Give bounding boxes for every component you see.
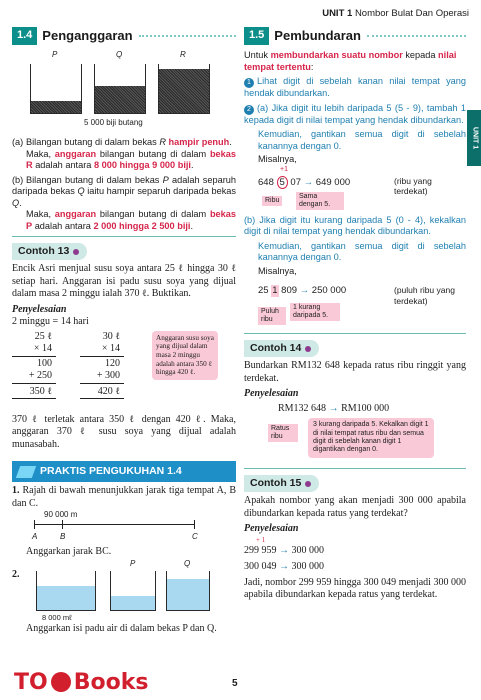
point-a [12, 137, 236, 172]
section-title: Pembundaran [274, 27, 361, 43]
beaker2-label-p: P [130, 558, 136, 568]
beaker-label-r: R [180, 50, 186, 59]
step-1-bullet: 1 [244, 78, 254, 88]
water-fill-1 [37, 586, 95, 609]
b-var: P [162, 174, 169, 185]
ex2-note: (puluh ribu yang terdekat) [394, 285, 455, 306]
a2-post: . [190, 160, 194, 170]
calc-b-bar2 [80, 383, 124, 384]
contoh14-tag-ratus: Ratus ribu [268, 424, 298, 442]
step-2-bullet: 2 [244, 105, 254, 115]
b2-red2: bekas P [26, 209, 236, 231]
rounding-step-2b-b: Kemudian, gantikan semua digit di sebelah kanannya dengan 0. [258, 240, 466, 262]
q1-ask: Anggarkan jarak BC. [26, 546, 112, 558]
beaker-p [30, 64, 82, 114]
section-divider [139, 35, 236, 37]
section-header-1-5 [244, 26, 466, 46]
ex1-tag-ribu: Ribu [262, 196, 282, 206]
beaker-caption: 5 000 biji butang [84, 118, 143, 127]
q1-number: 1. [12, 485, 20, 497]
section-number: 1.5 [244, 27, 269, 45]
rounding-step-2b: (b) Jika digit itu kurang daripada 5 (0 - 4), kekalkan digit di nilai tempat yang hendak dibundarkan. [244, 214, 466, 236]
left-column [12, 26, 236, 635]
calc-a-bar2 [12, 383, 56, 384]
point-b-conclusion [12, 209, 236, 232]
ex1-note: (ribu yang terdekat) [394, 175, 432, 197]
a2-red3: 8 000 hingga 9 000 biji [93, 160, 191, 170]
calc-b-bar3 [80, 398, 124, 399]
arrow-icon: → [299, 285, 310, 296]
calc-a-bar3 [12, 398, 56, 399]
rounding-step-1 [244, 76, 466, 100]
logo-text-b: Books [73, 669, 149, 695]
intro-mid: kepada [402, 50, 439, 60]
ex2-tag-kurang: 1 kurang daripada 5. [290, 303, 340, 321]
b2-pre: Maka, [26, 209, 55, 219]
water-fill-q [167, 579, 209, 610]
contoh14-note: 3 kurang daripada 5. Kekalkan digit 1 di nilai tempat ratus ribu dan semua digit di sebelah kanan digit 1 digantikan dengan 0. [308, 418, 434, 458]
beaker-label-q: Q [116, 50, 123, 59]
unit-side-tab: UNIT 1 [467, 110, 481, 166]
contoh15-conclusion: Jadi, nombor 299 959 hingga 300 049 menjadi 300 000 apabila dibundarkan kepada ratus yang terdekat. [244, 576, 466, 600]
point-a-conclusion [12, 149, 236, 172]
contoh13-penyelesaian: Penyelesaian [12, 303, 67, 315]
distance-label: 90 000 m [44, 510, 78, 520]
contoh14-annotation [244, 418, 466, 464]
b2-mid: bilangan butang di dalam [96, 209, 210, 219]
contoh13-badge: Contoh 13 [12, 243, 87, 260]
c15-line2-res: 300 000 [291, 561, 324, 572]
contoh15-divider [244, 468, 466, 469]
ex2-tag-puluh: Puluh ribu [258, 307, 286, 325]
intro-red1: membundarkan suatu nombor [270, 50, 403, 60]
beaker-label-p: P [52, 50, 58, 59]
ex1-result: 649 000 [315, 176, 351, 188]
calc-a-2: 100 [37, 357, 52, 369]
b-end: . [19, 197, 22, 208]
contoh15-badge: Contoh 15 [244, 475, 319, 492]
b2-mid2: adalah antara [32, 220, 94, 231]
contoh15-line2 [244, 561, 466, 574]
step-1-text: Lihat digit di sebelah kanan nilai tempat yang hendak dibundarkan. [244, 76, 466, 98]
beaker-r-fill [159, 69, 209, 113]
calc-a-1: × 14 [33, 342, 52, 354]
water-beaker-q [166, 571, 210, 611]
b2-post: . [190, 220, 194, 231]
tick-a [34, 520, 35, 529]
b-post: adalah separuh daripada bekas [12, 174, 236, 196]
ex2-post: 809 [278, 285, 298, 296]
rounding-example-2 [244, 283, 466, 329]
a2-red2: bekas R [26, 148, 236, 170]
a2-mid2: adalah antara [32, 160, 94, 170]
intro-red2: nilai tempat tertentu [244, 50, 457, 72]
praktis-banner [12, 461, 236, 482]
q1-text: Rajah di bawah menunjukkan jarak tiga tempat A, B dan C. [12, 485, 236, 509]
section-title: Penganggaran [42, 27, 133, 43]
ex2-pre: 25 [258, 285, 272, 296]
b2-red3: 2 000 hingga 2 500 biji [93, 220, 191, 231]
right-column [244, 26, 466, 602]
ex1-circled-digit: 5 [277, 176, 288, 190]
a2-pre: Maka, [26, 148, 55, 159]
section-divider [367, 35, 466, 37]
beaker-q [94, 64, 146, 114]
ex2-number [258, 285, 346, 297]
beaker-r [158, 64, 210, 114]
rounding-intro [244, 50, 466, 73]
praktis-q1 [12, 485, 236, 510]
contoh13-question: Encik Asri menjual susu soya antara 25 ℓ hingga 30 ℓ setiap hari. Anggaran isi padu susu soya yang dijual dalam masa 2 minggu ialah 370 ℓ. Buktikan. [12, 263, 236, 300]
contoh13-note: Anggaran susu soya yang dijual dalam masa 2 minggu adalah antara 350 ℓ hingga 420 ℓ. [152, 331, 218, 380]
rounding-step-2a [244, 103, 466, 127]
intro-post: : [310, 61, 314, 72]
c15-line2: 300 049 [244, 561, 277, 572]
contoh13-divider [12, 236, 236, 237]
a2-red1: anggaran [54, 148, 97, 159]
beaker-p-fill [31, 101, 81, 113]
page-header [322, 8, 469, 20]
ex1-plus: +1 [280, 165, 288, 173]
water-beaker-1 [36, 571, 96, 611]
arrow-icon: → [279, 544, 289, 556]
contoh13-line1: 2 minggu = 14 hari [12, 316, 89, 328]
tick-c [194, 520, 195, 529]
point-b [12, 175, 236, 233]
logo-circle-icon [51, 672, 71, 692]
b-var3: Q [12, 197, 20, 208]
calc-b-0: 30 ℓ [102, 330, 120, 342]
volume-label: 8 000 mℓ [42, 612, 72, 622]
contoh14-question: Bundarkan RM132 648 kepada ratus ribu ringgit yang terdekat. [244, 360, 466, 384]
q2-number: 2. [12, 568, 20, 580]
contoh14-penyelesaian: Penyelesaian [244, 388, 299, 400]
c15-line1: 299 959 [244, 544, 277, 556]
button-beakers-figure [30, 50, 236, 134]
ex1-pre: 648 [258, 176, 277, 188]
contoh15-plus: + 1 [256, 535, 266, 544]
calc-b-2: 120 [105, 357, 120, 369]
unit-label: UNIT 1 [322, 8, 353, 19]
calc-a-0: 25 ℓ [34, 330, 52, 342]
ex2-hl-digit: 1 [272, 285, 278, 296]
beaker-q-fill [95, 86, 145, 113]
rounding-step-2a-b: Kemudian, gantikan semua digit di sebelah kanannya dengan 0. [258, 129, 466, 151]
calc-a-3: + 250 [28, 369, 52, 381]
point-c-label: C [192, 532, 198, 542]
arrow-icon: → [328, 402, 339, 414]
unit-title: Nombor Bulat Dan Operasi [354, 8, 469, 19]
a-post: . [229, 137, 232, 147]
arrow-icon: → [279, 561, 289, 572]
b2-red1: anggaran [54, 209, 97, 219]
contoh14-result: RM100 000 [341, 402, 390, 414]
water-beakers-figure [12, 558, 236, 622]
contoh14-line [278, 403, 466, 416]
calc-b-3: + 300 [96, 369, 120, 381]
contoh14-badge: Contoh 14 [244, 340, 319, 357]
a2-mid: bilangan butang di dalam [96, 148, 210, 159]
praktis-icon [16, 466, 36, 478]
arrow-icon: → [303, 176, 314, 188]
ex1-tag-sama: Sama dengan 5. [296, 192, 344, 210]
calc-a-bar1 [12, 356, 56, 357]
b-post2: iaitu hampir separuh daripada bekas [84, 186, 236, 196]
a-text: Bilangan butang di dalam bekas [26, 137, 160, 147]
calc-b-4: 420 ℓ [97, 385, 120, 397]
contoh14-number: RM132 648 [278, 402, 327, 414]
ex1-post: 07 [287, 176, 302, 188]
logo-text-a: TO [14, 669, 48, 695]
tick-b [62, 520, 63, 529]
point-a-label: A [32, 532, 38, 542]
ex1-number [258, 176, 350, 190]
intro-pre: Untuk [244, 50, 271, 60]
point-b-label: (b) [12, 174, 24, 185]
contoh14-divider [244, 333, 466, 334]
calc-b-1: × 14 [101, 342, 120, 354]
water-fill-p [111, 596, 155, 610]
praktis-title: PRAKTIS PENGUKUHAN 1.4 [40, 465, 182, 478]
calc-a-4: 350 ℓ [29, 385, 52, 397]
b-text: Bilangan butang di dalam bekas [26, 174, 163, 185]
step-2a-text: (a) Jika digit itu lebih daripada 5 (5 - 9), tambah 1 kepada digit di nilai tempat yang hendak dibundarkan. [244, 102, 466, 125]
water-beaker-p [110, 571, 156, 611]
contoh15-penyelesaian: Penyelesaian [244, 523, 299, 535]
beaker2-label-q: Q [184, 558, 191, 568]
calc-b-bar1 [80, 356, 124, 357]
q2-text: Anggarkan isi padu air di dalam bekas P dan Q. [26, 622, 217, 634]
distance-diagram [34, 510, 236, 546]
point-b-label: B [60, 532, 66, 542]
a-red: hampir penuh [168, 137, 230, 147]
rounding-example-1 [244, 165, 466, 212]
section-number: 1.4 [12, 27, 37, 45]
section-header-1-4 [12, 26, 236, 46]
b-var2: Q [77, 186, 85, 196]
a-var: R [159, 137, 166, 147]
publisher-logo [14, 669, 148, 697]
contoh13-conclusion: 370 ℓ terletak antara 350 ℓ dengan 420 ℓ. Maka, anggaran 370 ℓ susu soya yang dijual adalah munasabah. [12, 413, 236, 450]
ex2-result: 250 000 [311, 285, 347, 296]
point-a-label: (a) [12, 137, 24, 147]
distance-line [34, 524, 194, 525]
misalnya-2: Misalnya, [258, 265, 297, 276]
contoh13-calculation [12, 331, 236, 411]
misalnya-1: Misalnya, [258, 154, 297, 164]
page-number: 5 [232, 677, 238, 689]
contoh15-question: Apakah nombor yang akan menjadi 300 000 apabila dibundarkan kepada ratus yang terdekat? [244, 495, 466, 519]
c15-line1-res: 300 000 [291, 544, 324, 556]
contoh15-line1 [244, 545, 466, 558]
